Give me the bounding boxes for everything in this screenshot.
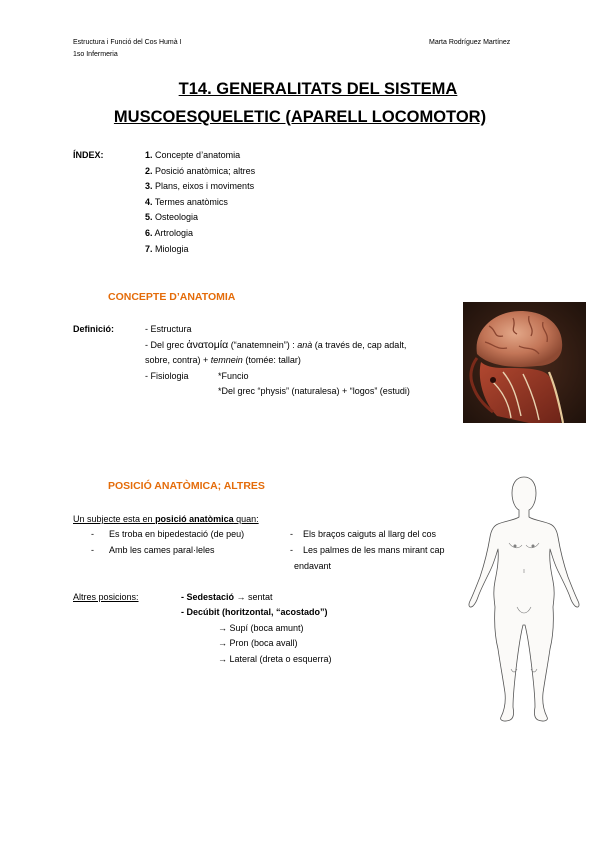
index-item: 1. Concepte d’anatomia [145, 150, 241, 160]
anatomy-head-image [463, 302, 586, 423]
index-list [145, 150, 255, 259]
bullet-text: Es troba en bipedestació (de peu) [109, 529, 245, 539]
definition-line: sobre, contra) + temnein (tomée: tallar) [145, 355, 301, 365]
bullet-dash: - [91, 545, 94, 555]
definition-line: *Funcio [218, 371, 249, 381]
decubit-line: - Decúbit (horitzontal, “acostado”) [181, 607, 328, 617]
bullet-dash: - [290, 529, 293, 539]
section-heading-posicio: POSICIÓ ANATÒMICA; ALTRES [108, 480, 265, 492]
definition-line: - Estructura [145, 324, 192, 334]
index-item: 4. Termes anatòmics [145, 196, 228, 207]
altres-label: Altres posicions: [73, 592, 139, 602]
decubit-sub: → Supí (boca amunt) [218, 623, 304, 633]
header-year: 1so Infermeria [73, 51, 118, 58]
bullet-dash: - [91, 529, 94, 539]
index-item: 3. Plans, eixos i moviments [145, 181, 255, 192]
bullet-text: Les palmes de les mans mirant cap [303, 545, 445, 555]
definition-line: *Del grec “physis” (naturalesa) + “logos” (estudi) [218, 386, 410, 396]
posicio-intro: Un subjecte esta en posició anatòmica quan: [73, 514, 259, 524]
section-heading-anatomia: CONCEPTE D’ANATOMIA [108, 291, 236, 303]
anatomical-position-figure [465, 473, 583, 725]
index-item: 2. Posició anatòmica; altres [145, 165, 256, 176]
header-course: Estructura i Funció del Cos Humà I [73, 39, 182, 46]
decubit-sub: → Lateral (dreta o esquerra) [218, 654, 332, 664]
index-item: 7. Miologia [145, 243, 189, 254]
index-label: ÍNDEX: [73, 150, 104, 160]
index-item: 5. Osteologia [145, 212, 199, 223]
bullet-text: endavant [294, 561, 332, 571]
definition-line: - Fisiologia [145, 371, 189, 381]
definition-line: - Del grec ἀνατομία (“anatemnein”) : anà (a través de, cap adalt, [145, 339, 407, 351]
bullet-text: Amb les cames paral·leles [109, 545, 215, 555]
bullet-text: Els braços caiguts al llarg del cos [303, 529, 437, 539]
definition-label: Definició: [73, 324, 115, 334]
sedestacio-line: - Sedestació → sentat [181, 592, 273, 602]
decubit-sub: → Pron (boca avall) [218, 638, 298, 648]
bullet-dash: - [290, 545, 293, 555]
page-title-line2: MUSCOESQUELETIC (APARELL LOCOMOTOR) [113, 108, 487, 126]
index-item: 6. Artrologia [145, 227, 194, 238]
page-title-line1: T14. GENERALITATS DEL SISTEMA [178, 80, 458, 98]
header-author: Marta Rodríguez Martínez [429, 39, 511, 46]
